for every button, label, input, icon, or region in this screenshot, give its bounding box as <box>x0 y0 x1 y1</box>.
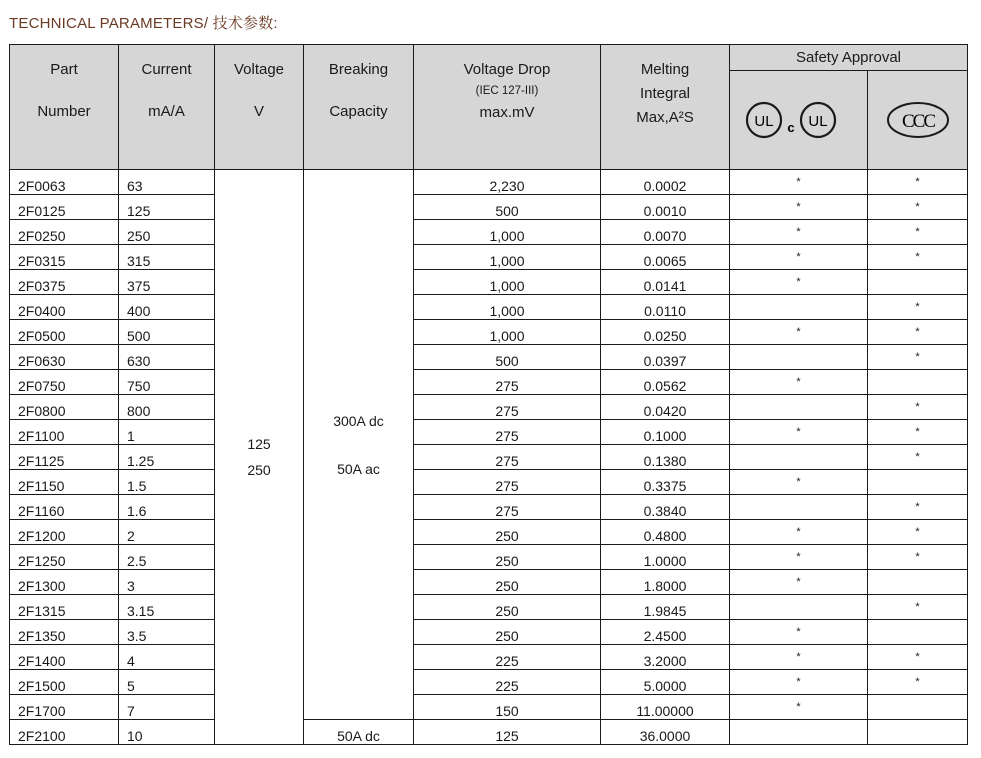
cell-breaking-capacity <box>304 170 414 720</box>
cell-current: 2 <box>119 520 215 545</box>
cell-voltage-drop: 500 <box>414 345 601 370</box>
cell-ccc-approval: * <box>868 220 968 245</box>
ul-right-text: UL <box>807 113 828 130</box>
cell-ccc-approval: * <box>868 520 968 545</box>
cell-ccc-approval <box>868 370 968 395</box>
header-voltage-drop-line1: Voltage Drop <box>463 61 551 78</box>
cell-ccc-approval: * <box>868 320 968 345</box>
breaking-capacity-value: 300A dc <box>333 412 384 429</box>
table-body <box>10 170 968 745</box>
cell-ul-approval: * <box>730 545 868 570</box>
header-melting-line1: Melting <box>640 61 690 78</box>
cell-current: 3.15 <box>119 595 215 620</box>
page-title: TECHNICAL PARAMETERS/ 技术参数: <box>9 15 278 32</box>
cell-melting-integral: 0.0562 <box>601 370 730 395</box>
voltage-value: 250 <box>247 462 271 478</box>
header-melting-line2: Integral <box>639 85 691 102</box>
cell-current: 3.5 <box>119 620 215 645</box>
cell-ccc-approval: * <box>868 645 968 670</box>
cell-ul-approval <box>730 495 868 520</box>
cell-current: 1.5 <box>119 470 215 495</box>
table-row <box>10 620 968 645</box>
cell-part-number: 2F0315 <box>10 245 119 270</box>
cell-ccc-approval: * <box>868 545 968 570</box>
cell-melting-integral: 11.00000 <box>601 695 730 720</box>
header-part-line2: Number <box>37 103 91 120</box>
cell-part-number: 2F1150 <box>10 470 119 495</box>
cell-voltage-drop: 275 <box>414 395 601 420</box>
cell-melting-integral: 1.9845 <box>601 595 730 620</box>
table-row <box>10 520 968 545</box>
cell-melting-integral: 0.0250 <box>601 320 730 345</box>
cell-ccc-approval: * <box>868 395 968 420</box>
cell-melting-integral: 0.0010 <box>601 195 730 220</box>
cell-ccc-approval: * <box>868 170 968 195</box>
cell-ccc-approval <box>868 570 968 595</box>
cell-ul-approval: * <box>730 570 868 595</box>
cell-voltage-drop: 1,000 <box>414 295 601 320</box>
table-row <box>10 270 968 295</box>
cell-current: 400 <box>119 295 215 320</box>
table-row <box>10 570 968 595</box>
cell-voltage-drop: 250 <box>414 570 601 595</box>
cell-ul-approval: * <box>730 320 868 345</box>
cell-part-number: 2F0063 <box>10 170 119 195</box>
cell-voltage-drop: 1,000 <box>414 245 601 270</box>
cell-melting-integral: 1.8000 <box>601 570 730 595</box>
cell-voltage-drop: 2,230 <box>414 170 601 195</box>
cell-ccc-approval: * <box>868 495 968 520</box>
cell-current: 10 <box>119 720 215 745</box>
header-ul-logos <box>730 71 868 170</box>
cell-voltage-drop: 225 <box>414 670 601 695</box>
cell-current: 7 <box>119 695 215 720</box>
table-row <box>10 495 968 520</box>
cell-voltage-drop: 125 <box>414 720 601 745</box>
cell-voltage-drop: 275 <box>414 470 601 495</box>
table-row <box>10 445 968 470</box>
header-voltage <box>215 45 304 170</box>
cell-ul-approval: * <box>730 620 868 645</box>
cell-current: 750 <box>119 370 215 395</box>
cell-ul-approval: * <box>730 195 868 220</box>
cell-melting-integral: 0.4800 <box>601 520 730 545</box>
cell-ul-approval: * <box>730 370 868 395</box>
cell-ccc-approval: * <box>868 195 968 220</box>
table-row <box>10 695 968 720</box>
cell-part-number: 2F1100 <box>10 420 119 445</box>
cell-ccc-approval: * <box>868 420 968 445</box>
cell-voltage <box>215 170 304 745</box>
cell-ul-approval: * <box>730 520 868 545</box>
header-breaking-capacity <box>304 45 414 170</box>
cell-part-number: 2F0250 <box>10 220 119 245</box>
cell-melting-integral: 0.1380 <box>601 445 730 470</box>
cell-part-number: 2F1250 <box>10 545 119 570</box>
cell-part-number: 2F0750 <box>10 370 119 395</box>
cell-current: 3 <box>119 570 215 595</box>
header-part-number <box>10 45 119 170</box>
cell-voltage-drop: 225 <box>414 645 601 670</box>
cell-current: 315 <box>119 245 215 270</box>
cell-current: 1.6 <box>119 495 215 520</box>
cell-voltage-drop: 250 <box>414 620 601 645</box>
cell-part-number: 2F0125 <box>10 195 119 220</box>
cell-voltage-drop: 500 <box>414 195 601 220</box>
cell-ccc-approval <box>868 470 968 495</box>
cell-current: 1 <box>119 420 215 445</box>
cell-ccc-approval <box>868 695 968 720</box>
header-breaking-line2: Capacity <box>329 103 388 120</box>
cell-ul-approval <box>730 720 868 745</box>
cell-ul-approval: * <box>730 695 868 720</box>
cell-part-number: 2F1125 <box>10 445 119 470</box>
header-safety-approval: Safety Approval <box>730 45 968 71</box>
cell-melting-integral: 3.2000 <box>601 645 730 670</box>
cell-voltage-drop: 275 <box>414 370 601 395</box>
header-voltage-drop <box>414 45 601 170</box>
cell-part-number: 2F0800 <box>10 395 119 420</box>
cell-ccc-approval <box>868 620 968 645</box>
cell-current: 4 <box>119 645 215 670</box>
cell-part-number: 2F1300 <box>10 570 119 595</box>
cell-ul-approval <box>730 395 868 420</box>
header-ccc-logo <box>868 71 968 170</box>
cell-current: 5 <box>119 670 215 695</box>
cell-part-number: 2F1350 <box>10 620 119 645</box>
cell-breaking-capacity-last: 50A dc <box>304 720 414 745</box>
cell-voltage-drop: 1,000 <box>414 270 601 295</box>
table-row <box>10 245 968 270</box>
cell-voltage-drop: 1,000 <box>414 320 601 345</box>
voltage-value: 125 <box>247 436 271 452</box>
cell-current: 2.5 <box>119 545 215 570</box>
breaking-capacity-value: 50A ac <box>337 460 380 477</box>
cell-current: 630 <box>119 345 215 370</box>
cell-voltage-drop: 1,000 <box>414 220 601 245</box>
cell-voltage-drop: 250 <box>414 595 601 620</box>
cell-ul-approval: * <box>730 220 868 245</box>
cell-melting-integral: 1.0000 <box>601 545 730 570</box>
cell-part-number: 2F1500 <box>10 670 119 695</box>
cell-current: 1.25 <box>119 445 215 470</box>
cell-melting-integral: 0.3840 <box>601 495 730 520</box>
cell-part-number: 2F0500 <box>10 320 119 345</box>
table-row <box>10 370 968 395</box>
cell-melting-integral: 2.4500 <box>601 620 730 645</box>
cell-ul-approval: * <box>730 645 868 670</box>
table-row <box>10 470 968 495</box>
cell-part-number: 2F0630 <box>10 345 119 370</box>
cell-ccc-approval: * <box>868 345 968 370</box>
header-voltage-line2: V <box>253 103 264 120</box>
table-row <box>10 545 968 570</box>
cell-voltage-drop: 150 <box>414 695 601 720</box>
table-row <box>10 720 968 745</box>
header-current-line1: Current <box>141 61 192 78</box>
cell-ccc-approval <box>868 720 968 745</box>
cell-voltage-drop: 275 <box>414 495 601 520</box>
cell-ul-approval: * <box>730 670 868 695</box>
cell-melting-integral: 0.0420 <box>601 395 730 420</box>
c-mark-text: c <box>786 120 795 135</box>
cell-ul-approval <box>730 345 868 370</box>
cell-part-number: 2F1160 <box>10 495 119 520</box>
cell-part-number: 2F0400 <box>10 295 119 320</box>
table-header <box>10 45 968 170</box>
cell-ul-approval <box>730 295 868 320</box>
cell-ccc-approval: * <box>868 445 968 470</box>
table-row <box>10 220 968 245</box>
cul-us-logo-icon <box>743 97 855 143</box>
cell-current: 375 <box>119 270 215 295</box>
table-row <box>10 345 968 370</box>
table-row <box>10 420 968 445</box>
cell-melting-integral: 0.0065 <box>601 245 730 270</box>
table-row <box>10 170 968 195</box>
table-row <box>10 320 968 345</box>
cell-ccc-approval: * <box>868 595 968 620</box>
cell-ul-approval: * <box>730 270 868 295</box>
table-row <box>10 645 968 670</box>
cell-melting-integral: 0.0110 <box>601 295 730 320</box>
cell-melting-integral: 0.0141 <box>601 270 730 295</box>
header-voltage-drop-line2: (IEC 127-III) <box>475 85 539 97</box>
cell-melting-integral: 36.0000 <box>601 720 730 745</box>
cell-part-number: 2F2100 <box>10 720 119 745</box>
cell-ccc-approval: * <box>868 245 968 270</box>
cell-part-number: 2F1200 <box>10 520 119 545</box>
cell-melting-integral: 0.3375 <box>601 470 730 495</box>
cell-current: 250 <box>119 220 215 245</box>
cell-part-number: 2F1700 <box>10 695 119 720</box>
cell-ccc-approval <box>868 270 968 295</box>
cell-ul-approval: * <box>730 470 868 495</box>
cell-part-number: 2F1315 <box>10 595 119 620</box>
cell-ul-approval: * <box>730 170 868 195</box>
header-voltage-drop-line3: max.mV <box>479 104 535 121</box>
header-part-line1: Part <box>50 61 78 78</box>
header-current <box>119 45 215 170</box>
ccc-text: CCC <box>901 111 934 132</box>
cell-voltage-drop: 275 <box>414 445 601 470</box>
table-row <box>10 670 968 695</box>
header-breaking-line1: Breaking <box>328 61 389 78</box>
cell-melting-integral: 0.1000 <box>601 420 730 445</box>
table-row <box>10 395 968 420</box>
cell-current: 63 <box>119 170 215 195</box>
cell-melting-integral: 5.0000 <box>601 670 730 695</box>
header-current-line2: mA/A <box>148 103 185 120</box>
header-voltage-line1: Voltage <box>233 61 285 78</box>
ul-left-text: UL <box>753 113 774 130</box>
ccc-logo-icon <box>885 100 951 140</box>
cell-ccc-approval: * <box>868 295 968 320</box>
cell-melting-integral: 0.0397 <box>601 345 730 370</box>
cell-melting-integral: 0.0070 <box>601 220 730 245</box>
cell-melting-integral: 0.0002 <box>601 170 730 195</box>
header-melting-integral <box>601 45 730 170</box>
cell-part-number: 2F0375 <box>10 270 119 295</box>
cell-voltage-drop: 250 <box>414 545 601 570</box>
cell-current: 800 <box>119 395 215 420</box>
cell-voltage-drop: 275 <box>414 420 601 445</box>
table-row <box>10 595 968 620</box>
cell-ul-approval <box>730 595 868 620</box>
cell-part-number: 2F1400 <box>10 645 119 670</box>
cell-current: 125 <box>119 195 215 220</box>
cell-voltage-drop: 250 <box>414 520 601 545</box>
technical-parameters-table <box>9 44 968 745</box>
cell-ul-approval <box>730 445 868 470</box>
table-row <box>10 195 968 220</box>
table-row <box>10 295 968 320</box>
cell-current: 500 <box>119 320 215 345</box>
cell-ccc-approval: * <box>868 670 968 695</box>
cell-ul-approval: * <box>730 420 868 445</box>
header-melting-line3: Max,A²S <box>636 109 694 126</box>
cell-ul-approval: * <box>730 245 868 270</box>
